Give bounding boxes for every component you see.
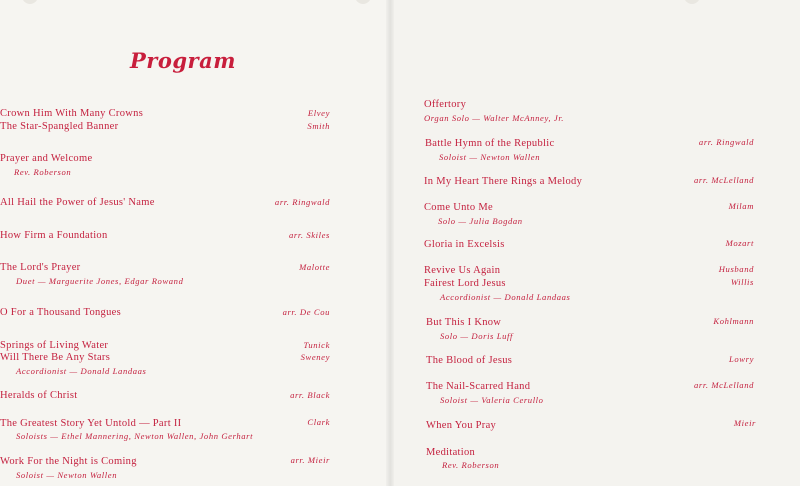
program-item: [426, 316, 754, 342]
piece-title: Fairest Lord Jesus: [424, 278, 506, 289]
piece-title: Will There Be Any Stars: [0, 352, 111, 363]
performer: Soloist — Valeria Cerullo: [440, 395, 544, 405]
composer: Husband: [718, 264, 754, 274]
program-item: [426, 380, 754, 406]
composer: Mozart: [725, 238, 754, 248]
program-item: [424, 175, 754, 188]
performer: Accordionist — Donald Landaas: [440, 292, 571, 302]
composer: Lowry: [729, 354, 754, 364]
composer: Sweney: [300, 352, 330, 362]
program-item: [425, 137, 754, 163]
composer: Mieir: [733, 418, 756, 428]
program-item: [424, 264, 754, 277]
program-item: [426, 418, 756, 431]
piece-title: Heralds of Christ: [0, 390, 78, 401]
composer: arr. Black: [290, 390, 330, 400]
program-item: [424, 99, 754, 125]
piece-title: The Star-Spangled Banner: [0, 121, 119, 132]
piece-title: All Hail the Power of Jesus' Name: [0, 197, 155, 208]
program-title: Program: [130, 48, 236, 73]
page-fold: [386, 0, 394, 486]
composer: arr. Skiles: [289, 230, 330, 240]
piece-title: But This I Know: [426, 317, 502, 328]
piece-title: The Nail-Scarred Hand: [426, 381, 531, 392]
piece-title: Prayer and Welcome: [0, 153, 93, 164]
composer: arr. Ringwald: [698, 137, 754, 147]
piece-title: Offertory: [424, 99, 467, 110]
program-item: [426, 354, 754, 367]
program-item: [0, 108, 330, 121]
program-item: [0, 262, 330, 288]
composer: Smith: [307, 121, 330, 131]
piece-title: Work For the Night is Coming: [0, 456, 137, 467]
performer: Accordionist — Donald Landaas: [16, 366, 147, 376]
composer: arr. McLelland: [694, 175, 754, 185]
piece-title: Revive Us Again: [424, 265, 501, 276]
piece-title: When You Pray: [426, 420, 497, 431]
piece-title: Springs of Living Water: [0, 340, 109, 351]
composer: arr. McLelland: [694, 380, 754, 390]
piece-title: The Blood of Jesus: [426, 355, 513, 366]
program-item: [0, 153, 330, 179]
program-item: [424, 201, 754, 227]
performer: Soloists — Ethel Mannering, Newton Wallen, John Gerhart: [16, 431, 254, 441]
performer: Rev. Roberson: [14, 167, 72, 177]
performer: Soloist — Newton Wallen: [439, 152, 541, 162]
program-item: [0, 455, 330, 481]
piece-title: O For a Thousand Tongues: [0, 307, 121, 318]
program-item: [0, 307, 330, 320]
program-item: [0, 417, 330, 443]
program-item: [0, 230, 330, 243]
performer: Soloist — Newton Wallen: [16, 470, 118, 480]
piece-title: The Lord's Prayer: [0, 262, 81, 273]
piece-title: In My Heart There Rings a Melody: [424, 176, 583, 187]
performer: Rev. Roberson: [442, 460, 500, 470]
performer: Organ Solo — Walter McAnney, Jr.: [424, 113, 565, 123]
piece-title: How Firm a Foundation: [0, 230, 108, 241]
composer: arr. Ringwald: [274, 197, 330, 207]
composer: Milam: [728, 201, 754, 211]
composer: Elvey: [307, 108, 330, 118]
piece-title: Battle Hymn of the Republic: [425, 138, 555, 149]
performer: Duet — Marguerite Jones, Edgar Rowand: [16, 276, 184, 286]
program-item: [0, 121, 330, 134]
performer: Solo — Doris Luff: [440, 331, 513, 341]
program-item: [426, 446, 756, 472]
composer: arr. De Cou: [282, 307, 330, 317]
composer: Willis: [730, 277, 754, 287]
performer: Solo — Julia Bogdan: [438, 216, 523, 226]
program-item: [424, 238, 754, 251]
composer: Clark: [307, 417, 330, 427]
piece-title: The Greatest Story Yet Untold — Part II: [0, 418, 182, 429]
piece-title: Come Unto Me: [424, 202, 493, 213]
piece-title: Crown Him With Many Crowns: [0, 108, 144, 119]
composer: Malotte: [299, 262, 330, 272]
piece-title: Meditation: [426, 447, 476, 458]
program-item: [0, 197, 330, 210]
program-item: [424, 277, 754, 303]
program-item: [0, 352, 330, 378]
composer: arr. Mieir: [290, 455, 330, 465]
program-item: [0, 390, 330, 403]
piece-title: Gloria in Excelsis: [424, 239, 505, 250]
composer: Kohlmann: [713, 316, 754, 326]
composer: Tunick: [303, 340, 330, 350]
